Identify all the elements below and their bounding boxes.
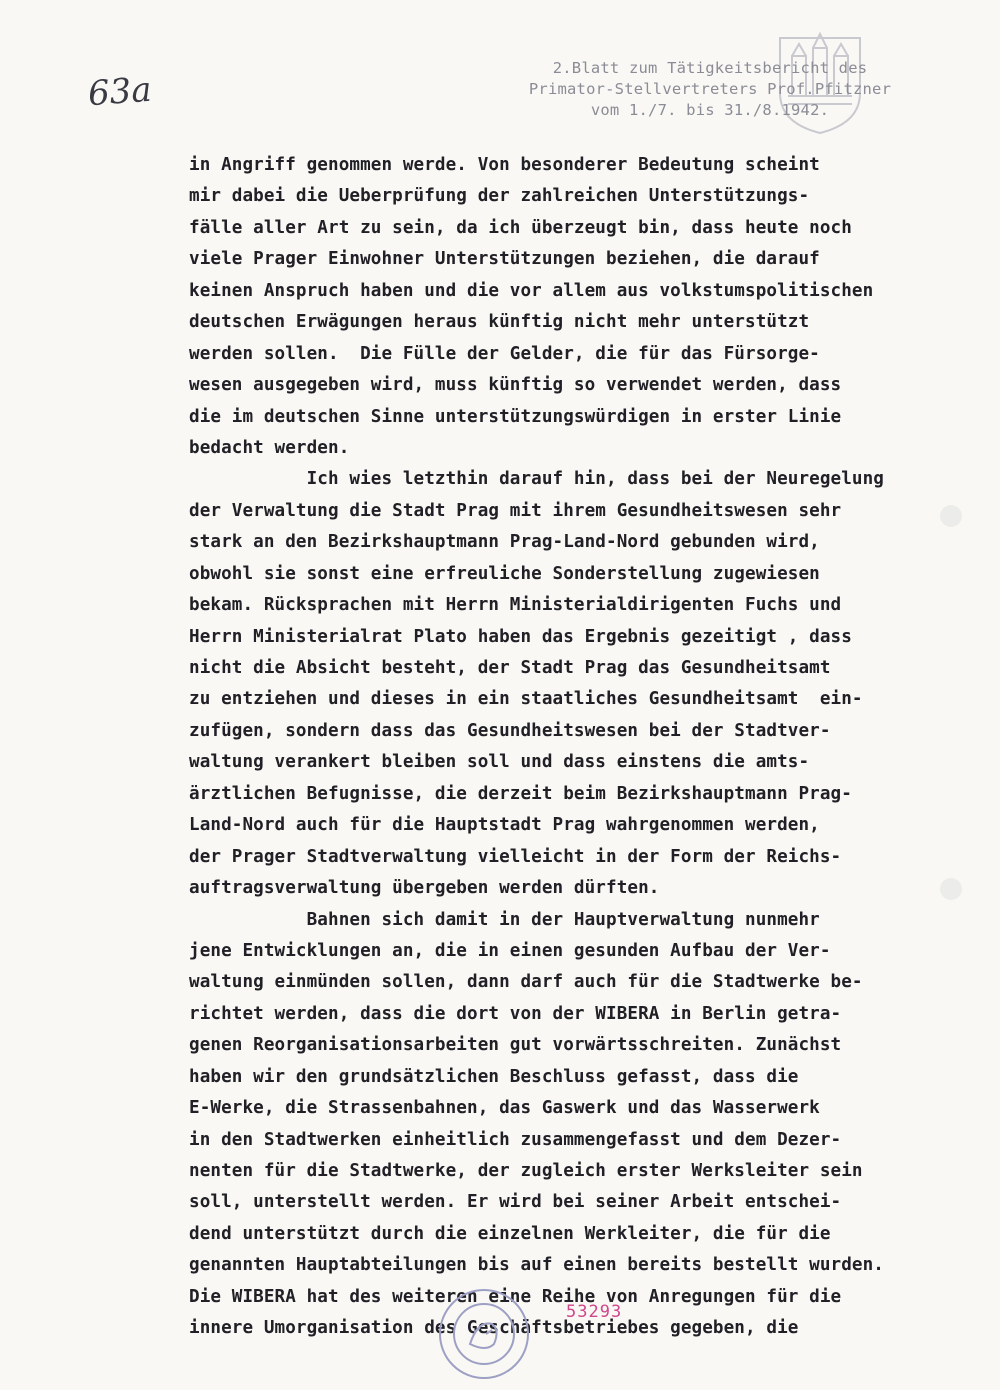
body-line: Die WIBERA hat des weiteren eine Reihe von Anregungen für die [189,1286,842,1307]
body-line: viele Prager Einwohner Unterstützungen beziehen, die darauf [189,249,820,270]
body-line: ärztlichen Befugnisse, die derzeit beim Bezirkshauptmann Prag- [189,783,852,804]
body-line: der Prager Stadtverwaltung vielleicht in der Form der Reichs- [189,846,842,867]
header-line-3: vom 1./7. bis 31./8.1942. [590,101,830,119]
body-line: in den Stadtwerken einheitlich zusammengefasst und dem Dezer- [189,1129,842,1150]
body-line: Bahnen sich damit in der Hauptverwaltung nunmehr [189,909,820,930]
body-line: nenten für die Stadtwerke, der zugleich erster Werksleiter sein [189,1161,863,1181]
body-line: soll, unterstellt werden. Er wird bei seiner Arbeit entschei- [189,1192,842,1213]
body-line: zu entziehen und dieses in ein staatliches Gesundheitsamt ein- [189,689,863,710]
body-line: auftragsverwaltung übergeben werden dürften. [189,878,660,899]
body-line: Land-Nord auch für die Hauptstadt Prag wahrgenommen werden, [189,815,820,836]
handwritten-page-number: 63a [86,69,153,115]
body-line: fälle aller Art zu sein, da ich überzeugt bin, dass heute noch [189,217,852,238]
body-line: die im deutschen Sinne unterstützungswürdigen in erster Linie [189,406,842,427]
body-line: wesen ausgegeben wird, muss künftig so verwendet werden, dass [189,375,842,396]
typed-body-text [189,150,979,1345]
body-line: stark an den Bezirkshauptmann Prag-Land-Nord gebunden wird, [189,532,820,553]
body-line: haben wir den grundsätzlichen Beschluss gefasst, dass die [189,1066,799,1087]
body-line: Herrn Ministerialrat Plato haben das Ergebnis gezeitigt , dass [189,626,852,647]
body-line: genannten Hauptabteilungen bis auf einen bereits bestellt wurden. [189,1255,885,1276]
body-line: dend unterstützt durch die einzelnen Werkleiter, die für die [189,1223,831,1244]
body-line: bedacht werden. [189,437,350,458]
body-line: obwohl sie sonst eine erfreuliche Sonderstellung zugewiesen [189,563,820,584]
archive-number: 53293 [566,1302,623,1322]
body-line: mir dabei die Ueberprüfung der zahlreichen Unterstützungs- [189,186,810,207]
body-line: nicht die Absicht besteht, der Stadt Prag das Gesundheitsamt [189,658,831,678]
header-line-2: Primator-Stellvertreters Prof.Pfitzner [528,80,892,98]
archive-seal-stamp [434,1284,534,1384]
body-line: jene Entwicklungen an, die in einen gesunden Aufbau der Ver- [189,940,831,961]
body-line: zufügen, sondern dass das Gesundheitswesen bei der Stadtver- [189,720,831,741]
body-line: der Verwaltung die Stadt Prag mit ihrem Gesundheitswesen sehr [189,500,842,521]
body-line: genen Reorganisationsarbeiten gut vorwärtsschreiten. Zunächst [189,1035,842,1056]
body-line: Ich wies letzthin darauf hin, dass bei der Neuregelung [189,469,885,490]
body-line: in Angriff genommen werde. Von besonderer Bedeutung scheint [189,155,820,175]
body-line: keinen Anspruch haben und die vor allem aus volkstumspolitischen [189,280,874,301]
body-line: werden sollen. Die Fülle der Gelder, die für das Fürsorge- [189,343,820,364]
body-line: bekam. Rücksprachen mit Herrn Ministerialdirigenten Fuchs und [189,595,842,616]
body-line: waltung verankert bleiben soll und dass einstens die amts- [189,752,810,773]
body-line: E-Werke, die Strassenbahnen, das Gaswerk und das Wasserwerk [189,1098,820,1119]
body-line: innere Umorganisation des Geschäftsbetriebes gegeben, die [189,1318,799,1339]
body-line: richtet werden, dass die dort von der WIBERA in Berlin getra- [189,1003,842,1024]
report-header [440,58,980,121]
body-line: waltung einmünden sollen, dann darf auch für die Stadtwerke be- [189,972,863,993]
body-line: deutschen Erwägungen heraus künftig nicht mehr unterstützt [189,312,810,333]
header-line-1: 2.Blatt zum Tätigkeitsbericht des [552,59,868,77]
